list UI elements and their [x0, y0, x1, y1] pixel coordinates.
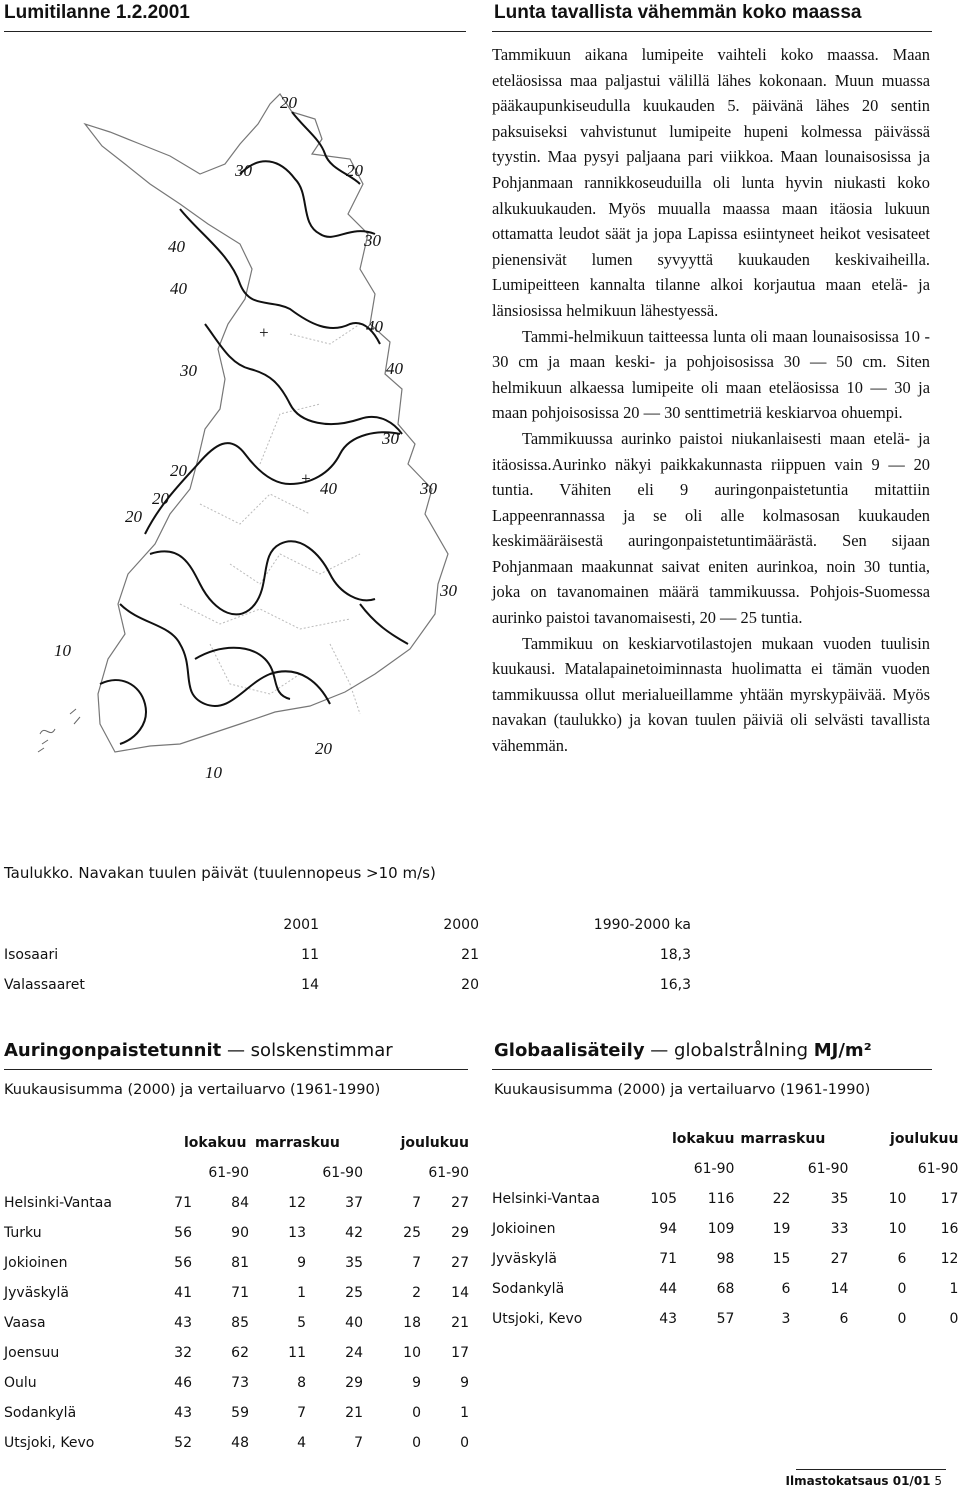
- article-paragraph: Tammikuu on keskiarvotilastojen mukaan vuoden tuulisin kuukausi. Matalapainetoiminnasta huolimatta ei tämän vuoden tammikuussa ollut merialueillamme yhtään myrskypäivää. Myös navakan (taulukko) ja kovan tuulen päiviä oli selvästi tavallista vähemmän.: [492, 633, 930, 756]
- table-row: [4, 1218, 469, 1248]
- table-cell: 71: [659, 1251, 678, 1267]
- table-row: [4, 940, 691, 970]
- blank-cell: [4, 1158, 164, 1188]
- table-cell: 14: [301, 977, 319, 993]
- table-cell: 20: [461, 977, 479, 993]
- table-cell: 35: [830, 1191, 849, 1207]
- caption-label: Taulukko.: [4, 864, 74, 882]
- table-cell: 116: [707, 1191, 735, 1207]
- table-cell: 6: [897, 1251, 907, 1267]
- region-borders: [180, 324, 360, 714]
- table-cell: 0: [460, 1435, 469, 1451]
- snow-contours: [100, 112, 408, 744]
- sunshine-title-fi: Auringonpaistetunnit: [4, 1040, 222, 1061]
- ref-label: 61-90: [917, 1161, 959, 1177]
- table-cell: 25: [345, 1285, 363, 1301]
- table-cell: 9: [297, 1255, 306, 1271]
- ref-label: 61-90: [208, 1165, 249, 1181]
- contour-label: 10: [54, 641, 71, 660]
- blank-cell: [734, 1154, 790, 1184]
- sunshine-rows: [4, 1188, 469, 1458]
- table-header-row: [4, 910, 691, 940]
- page-footer: [786, 1474, 942, 1488]
- radiation-table: [492, 1124, 958, 1334]
- table-cell: 9: [412, 1375, 421, 1391]
- radiation-title: [494, 1040, 872, 1061]
- article-headline: Lunta tavallista vähemmän koko maassa: [494, 2, 862, 23]
- contour-label: 40: [168, 237, 185, 256]
- month-header: marraskuu: [740, 1131, 826, 1147]
- month-header: lokakuu: [672, 1131, 735, 1147]
- archipelago-coastline: [38, 709, 80, 752]
- radiation-unit: MJ/m²: [813, 1040, 872, 1061]
- table-cell: 73: [231, 1375, 249, 1391]
- contour-label: 40: [170, 279, 187, 298]
- table-cell: 43: [174, 1315, 192, 1331]
- header-rule-right: [492, 31, 932, 32]
- contour-label: 40: [320, 479, 337, 498]
- table-row: [492, 1184, 958, 1214]
- contour-label: 40: [386, 359, 403, 378]
- station-name: Jokioinen: [4, 1255, 68, 1271]
- table-cell: 56: [174, 1225, 192, 1241]
- blank-cell: [492, 1124, 632, 1154]
- table-cell: 21: [451, 1315, 469, 1331]
- table-cell: 17: [451, 1345, 469, 1361]
- table-cell: 41: [174, 1285, 192, 1301]
- table-cell: 40: [345, 1315, 363, 1331]
- table-cell: 94: [659, 1221, 678, 1237]
- ref-header-row: [4, 1158, 469, 1188]
- table-cell: 6: [839, 1311, 849, 1327]
- table-cell: 48: [231, 1435, 249, 1451]
- blank-cell: [249, 1158, 306, 1188]
- blank-cell: [848, 1154, 906, 1184]
- sunshine-rule: [4, 1069, 468, 1070]
- table-cell: 0: [412, 1435, 421, 1451]
- contour-label: 30: [382, 429, 399, 448]
- table-cell: 10: [888, 1221, 907, 1237]
- col-header: 2000: [443, 917, 479, 933]
- table-cell: 18: [403, 1315, 421, 1331]
- radiation-title-fi: Globaalisäteily: [494, 1040, 645, 1061]
- table-cell: 7: [412, 1195, 421, 1211]
- station-name: Turku: [4, 1225, 42, 1241]
- table-cell: 29: [451, 1225, 469, 1241]
- table-row: [492, 1274, 958, 1304]
- station-name: Sodankylä: [492, 1281, 565, 1297]
- table-cell: 37: [345, 1195, 363, 1211]
- contour-label: 20: [280, 93, 297, 112]
- table-cell: 7: [354, 1435, 363, 1451]
- contour-label: 20: [170, 461, 187, 480]
- contour-label: 30: [364, 231, 381, 250]
- table-cell: 14: [830, 1281, 849, 1297]
- table-cell: 84: [231, 1195, 249, 1211]
- table-cell: 25: [403, 1225, 421, 1241]
- table-row: [492, 1214, 958, 1244]
- station-name: Utsjoki, Kevo: [4, 1435, 95, 1451]
- snow-depth-map: [30, 84, 470, 794]
- station-name: Valassaaret: [4, 977, 85, 993]
- table-cell: 56: [174, 1255, 192, 1271]
- station-name: Utsjoki, Kevo: [492, 1311, 583, 1327]
- radiation-rows: [492, 1184, 958, 1334]
- table-row: [4, 1188, 469, 1218]
- wind-table: [4, 910, 691, 1000]
- table-cell: 105: [650, 1191, 678, 1207]
- ref-header-row: [492, 1154, 958, 1184]
- col-header: 2001: [283, 917, 319, 933]
- contour-label: 30: [440, 581, 457, 600]
- table-cell: 62: [231, 1345, 249, 1361]
- table-cell: 71: [174, 1195, 192, 1211]
- contour-label: 20: [125, 507, 142, 526]
- table-cell: 6: [781, 1281, 791, 1297]
- table-cell: 29: [345, 1375, 363, 1391]
- table-cell: 15: [772, 1251, 791, 1267]
- table-cell: 27: [451, 1195, 469, 1211]
- table-cell: 42: [345, 1225, 363, 1241]
- col-header: 1990-2000 ka: [593, 917, 691, 933]
- header-rule-left: [4, 31, 466, 32]
- table-cell: 43: [659, 1311, 678, 1327]
- table-cell: 3: [781, 1311, 791, 1327]
- table-cell: 10: [888, 1191, 907, 1207]
- sunshine-title: [4, 1040, 393, 1061]
- finland-outline: [85, 94, 448, 752]
- table-cell: 44: [659, 1281, 678, 1297]
- article-body: [492, 42, 930, 759]
- table-cell: 19: [772, 1221, 791, 1237]
- contour-label: 20: [152, 489, 169, 508]
- table-row: [4, 1368, 469, 1398]
- contour-label: +: [258, 323, 270, 342]
- table-cell: 85: [231, 1315, 249, 1331]
- table-cell: 57: [716, 1311, 735, 1327]
- table-cell: 8: [297, 1375, 306, 1391]
- table-cell: 7: [412, 1255, 421, 1271]
- station-name: Jyväskylä: [4, 1285, 69, 1301]
- table-cell: 43: [174, 1405, 192, 1421]
- contour-label: 10: [205, 763, 222, 782]
- footer-rule: [796, 1469, 946, 1470]
- table-cell: 32: [174, 1345, 192, 1361]
- table-cell: 46: [174, 1375, 192, 1391]
- table-cell: 0: [412, 1405, 421, 1421]
- station-name: Helsinki-Vantaa: [492, 1191, 600, 1207]
- radiation-title-sv: — globalstrålning: [644, 1040, 814, 1061]
- month-header: joulukuu: [400, 1135, 469, 1151]
- blank-cell: [4, 910, 204, 940]
- blank-cell: [4, 1128, 164, 1158]
- radiation-rule: [492, 1069, 932, 1070]
- table-cell: 11: [288, 1345, 306, 1361]
- table-cell: 16: [940, 1221, 959, 1237]
- contour-label: 30: [180, 361, 197, 380]
- article-paragraph: Tammikuussa aurinko paistoi niukanlaisesti maan etelä- ja itäosissa.Aurinko näkyi paikkakunnasta riippuen vain 9 — 20 tuntia. Vähiten eli 9 auringonpaistetuntia mitattiin Lappeenrannassa ja se oli alle kolmasosan kuukauden keskimääräisestä auringonpaistetuntimäärästä. Sen sijaan Pohjanmaan maakunnat saivat eniten aurinkoa, noin 30 tuntia, joka on tavanomainen määrä tammikuussa. Pohjois-Suomessa aurinko paistoi tavanomaisesti, 20 — 25 tuntia.: [492, 428, 930, 628]
- ref-label: 61-90: [322, 1165, 363, 1181]
- table-cell: 11: [301, 947, 319, 963]
- table-cell: 10: [403, 1345, 421, 1361]
- contour-labels: [54, 93, 458, 782]
- sunshine-title-sv: — solskenstimmar: [221, 1040, 393, 1061]
- station-name: Jyväskylä: [492, 1251, 557, 1267]
- ref-label: 61-90: [428, 1165, 469, 1181]
- radiation-subtitle: Kuukausisumma (2000) ja vertailuarvo (1961-1990): [494, 1082, 871, 1098]
- ref-label: 61-90: [693, 1161, 735, 1177]
- table-cell: 1: [949, 1281, 959, 1297]
- table-cell: 21: [345, 1405, 363, 1421]
- contour-label: 20: [315, 739, 332, 758]
- ref-label: 61-90: [807, 1161, 849, 1177]
- table-row: [4, 1338, 469, 1368]
- table-cell: 5: [297, 1315, 306, 1331]
- contour-label: +: [300, 469, 312, 488]
- station-name: Isosaari: [4, 947, 59, 963]
- table-row: [4, 1278, 469, 1308]
- table-cell: 22: [772, 1191, 791, 1207]
- table-cell: 0: [897, 1311, 907, 1327]
- table-cell: 0: [949, 1311, 959, 1327]
- table-row: [4, 1428, 469, 1458]
- table-cell: 1: [460, 1405, 469, 1421]
- table-cell: 81: [231, 1255, 249, 1271]
- station-name: Jokioinen: [492, 1221, 556, 1237]
- table-cell: 52: [174, 1435, 192, 1451]
- table-cell: 27: [830, 1251, 849, 1267]
- month-header: lokakuu: [184, 1135, 247, 1151]
- table-cell: 4: [297, 1435, 306, 1451]
- table-cell: 33: [830, 1221, 849, 1237]
- table-cell: 18,3: [659, 947, 691, 963]
- contour-label: 40: [366, 317, 383, 336]
- table-cell: 68: [716, 1281, 735, 1297]
- contour-label: 20: [346, 161, 363, 180]
- blank-cell: [632, 1154, 677, 1184]
- table-cell: 71: [231, 1285, 249, 1301]
- blank-cell: [363, 1158, 421, 1188]
- table-cell: 98: [716, 1251, 735, 1267]
- article-paragraph: Tammikuun aikana lumipeite vaihteli koko maassa. Maan eteläosissa maa paljastui välillä lähes kokonaan. Muun muassa pääkaupunkiseudulla kuukauden 5. päivänä lähes 20 sentin paksuiseksi vahvistunut lumipeite hupeni kolmessa päivässä tyystin. Maa pysyi paljaana pari viikkoa. Maan lounaisosissa ja Pohjanmaan rannikkoseuduilla oli lunta hyvin niukasti koko alkukuukauden. Myös muualla maassa maan itäosia lukuun ottamatta leudot säät ja jopa Lapissa esiintyneet heikot vesisateet pienensivät lumen syvyyttä kuukauden keskivaiheilla. Lumipeitteen kannalta tilanne alkoi korjautua maan etelä- ja länsiosissa helmikuun lähestyessä.: [492, 45, 930, 320]
- table-row: [492, 1244, 958, 1274]
- contour-label: 30: [235, 161, 252, 180]
- wind-table-caption: [4, 864, 436, 882]
- publication-name: Ilmastokatsaus 01/01: [785, 1474, 931, 1488]
- table-cell: 59: [231, 1405, 249, 1421]
- table-cell: 13: [288, 1225, 306, 1241]
- table-cell: 7: [297, 1405, 306, 1421]
- station-name: Joensuu: [4, 1345, 60, 1361]
- station-name: Helsinki-Vantaa: [4, 1195, 112, 1211]
- month-header-row: [492, 1124, 958, 1154]
- table-cell: 21: [461, 947, 479, 963]
- table-row: [492, 1304, 958, 1334]
- station-name: Oulu: [4, 1375, 37, 1391]
- page-section-title: Lumitilanne 1.2.2001: [4, 2, 190, 23]
- blank-cell: [164, 1158, 192, 1188]
- station-name: Vaasa: [4, 1315, 46, 1331]
- table-row: [4, 1248, 469, 1278]
- table-cell: 1: [297, 1285, 306, 1301]
- caption-text: Navakan tuulen päivät (tuulennopeus >10 m/s): [73, 864, 436, 882]
- page-number: 5: [934, 1474, 942, 1488]
- table-cell: 90: [231, 1225, 249, 1241]
- table-cell: 2: [412, 1285, 421, 1301]
- blank-cell: [492, 1154, 632, 1184]
- table-cell: 0: [897, 1281, 907, 1297]
- sunshine-table: [4, 1128, 469, 1458]
- table-row: [4, 970, 691, 1000]
- table-cell: 14: [451, 1285, 469, 1301]
- table-row: [4, 1308, 469, 1338]
- table-cell: 35: [345, 1255, 363, 1271]
- table-cell: 24: [345, 1345, 363, 1361]
- station-name: Sodankylä: [4, 1405, 77, 1421]
- contour-label: 30: [420, 479, 437, 498]
- table-cell: 16,3: [659, 977, 691, 993]
- table-cell: 12: [940, 1251, 959, 1267]
- table-cell: 12: [288, 1195, 306, 1211]
- sunshine-subtitle: Kuukausisumma (2000) ja vertailuarvo (1961-1990): [4, 1082, 381, 1098]
- month-header: joulukuu: [890, 1131, 959, 1147]
- table-cell: 17: [940, 1191, 959, 1207]
- month-header: marraskuu: [255, 1135, 340, 1151]
- month-header-row: [4, 1128, 469, 1158]
- table-row: [4, 1398, 469, 1428]
- table-cell: 9: [460, 1375, 469, 1391]
- table-cell: 109: [707, 1221, 735, 1237]
- table-cell: 27: [451, 1255, 469, 1271]
- article-paragraph: Tammi-helmikuun taitteessa lunta oli maan lounaisosissa 10 - 30 cm ja maan keski- ja pohjoisosissa 30 — 50 cm. Siten helmikuun alkaessa lumipeite oli maan eteläosissa 10 — 30 ja maan pohjoisosissa 20 — 30 senttimetriä keskiarvoa ohuempi.: [492, 326, 930, 423]
